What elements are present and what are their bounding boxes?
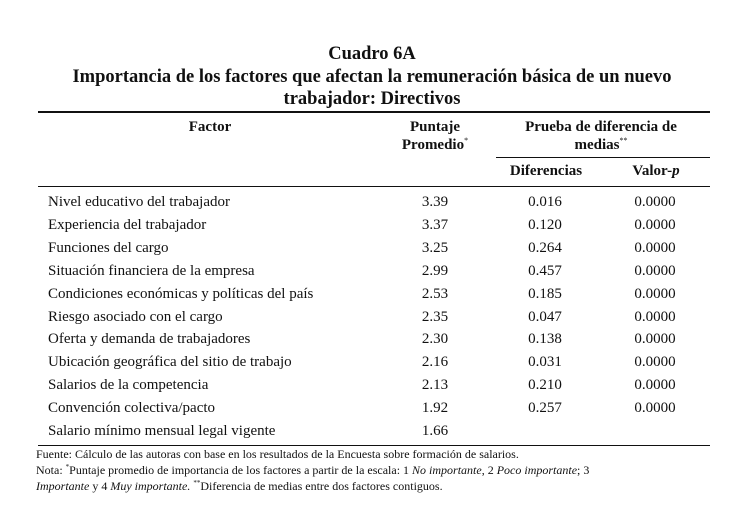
header-prueba-line2 xyxy=(496,136,706,154)
note-text1: Puntaje promedio de importancia de los factores a partir de la escala: 1 xyxy=(69,463,413,477)
factor-cell: Riesgo asociado con el cargo xyxy=(48,308,223,325)
header-prueba-mark: ** xyxy=(619,136,628,145)
puntaje-cell: 2.35 xyxy=(421,308,449,325)
valor-p-cell: 0.0000 xyxy=(634,194,676,210)
header-puntaje-line2 xyxy=(385,136,485,154)
table-subtitle-line1: Importancia de los factores que afectan la remuneración básica de un nuevo xyxy=(72,67,672,87)
factor-cell: Situación financiera de la empresa xyxy=(48,262,255,279)
factor-cell: Oferta y demanda de trabajadores xyxy=(48,331,251,348)
header-factor: Factor xyxy=(188,119,232,135)
note-sep3: y 4 xyxy=(89,479,111,493)
puntaje-cell: 2.53 xyxy=(421,285,449,302)
table-title: Cuadro 6A xyxy=(328,44,416,64)
puntaje-cell: 1.92 xyxy=(421,400,449,417)
note-no-importante: No importante xyxy=(412,463,482,477)
diferencia-cell: 0.016 xyxy=(528,194,562,210)
header-prueba-line1: Prueba de diferencia de xyxy=(525,119,677,135)
note-text2: Diferencia de medias entre dos factores contiguos. xyxy=(200,479,443,493)
valor-p-cell: 0.0000 xyxy=(634,308,676,325)
header-diferencias: Diferencias xyxy=(509,163,583,179)
bottom-rule xyxy=(38,445,710,446)
note-sep2: ; 3 xyxy=(577,463,590,477)
factor-cell: Condiciones económicas y políticas del país xyxy=(48,285,314,302)
table-subtitle-line2: trabajador: Directivos xyxy=(283,89,461,109)
diferencia-cell: 0.138 xyxy=(528,331,562,348)
factor-cell: Funciones del cargo xyxy=(48,239,169,256)
note-mark2: ** xyxy=(193,479,201,487)
valor-p-cell: 0.0000 xyxy=(634,239,676,256)
puntaje-cell: 2.30 xyxy=(421,331,449,348)
valor-p-cell: 0.0000 xyxy=(634,400,676,417)
valor-p-cell: 0.0000 xyxy=(634,285,676,302)
puntaje-cell: 3.37 xyxy=(421,216,449,233)
top-rule xyxy=(38,111,710,113)
note-line1 xyxy=(36,463,589,477)
diferencia-cell: 0.031 xyxy=(528,354,562,371)
header-puntaje-line1: Puntaje xyxy=(410,119,460,135)
valor-p-cell: 0.0000 xyxy=(634,354,676,371)
valor-p-cell: 0.0000 xyxy=(634,216,676,233)
factor-cell: Experiencia del trabajador xyxy=(48,216,207,233)
note-mark1: * xyxy=(65,463,70,471)
diferencia-cell: 0.210 xyxy=(528,377,562,394)
note-poco-importante: Poco importante xyxy=(496,463,578,477)
diferencia-cell: 0.257 xyxy=(528,400,562,417)
header-subrule xyxy=(496,157,710,158)
factor-cell: Convención colectiva/pacto xyxy=(48,400,216,417)
diferencia-cell: 0.047 xyxy=(528,308,562,325)
valor-p-cell: 0.0000 xyxy=(634,377,676,394)
puntaje-cell: 2.99 xyxy=(421,262,449,279)
note-muy-importante: Muy importante. xyxy=(110,479,191,493)
diferencia-cell: 0.264 xyxy=(528,239,562,256)
header-valor-p-prefix: Valor- xyxy=(632,163,673,179)
note-prefix: Nota: xyxy=(36,463,66,477)
factor-cell: Salario mínimo mensual legal vigente xyxy=(48,423,276,439)
puntaje-cell: 2.13 xyxy=(421,377,449,394)
note-fuente: Fuente: Cálculo de las autoras con base en los resultados de la Encuesta sobre formación de salarios. xyxy=(36,447,519,461)
note-sep1: , 2 xyxy=(481,463,497,477)
valor-p-cell: 0.0000 xyxy=(634,262,676,279)
factor-cell: Salarios de la competencia xyxy=(48,377,209,394)
header-puntaje-label: Promedio xyxy=(401,137,465,153)
diferencia-cell: 0.457 xyxy=(528,262,562,279)
puntaje-cell: 3.25 xyxy=(421,239,449,256)
diferencia-cell: 0.185 xyxy=(528,285,562,302)
puntaje-cell: 1.66 xyxy=(421,423,449,439)
header-prueba-label: medias xyxy=(574,137,620,153)
valor-p-cell: 0.0000 xyxy=(634,331,676,348)
puntaje-cell: 3.39 xyxy=(421,194,449,210)
factor-cell: Ubicación geográfica del sitio de trabajo xyxy=(48,354,292,371)
header-bottom-rule xyxy=(38,186,710,187)
note-importante: Importante xyxy=(36,479,90,493)
factor-cell: Nivel educativo del trabajador xyxy=(48,194,231,210)
puntaje-cell: 2.16 xyxy=(421,354,449,371)
header-valor-p-italic: p xyxy=(672,163,680,179)
header-valor-p xyxy=(606,162,706,180)
header-puntaje-mark: * xyxy=(464,136,469,145)
diferencia-cell: 0.120 xyxy=(528,216,562,233)
note-line2 xyxy=(36,479,443,493)
